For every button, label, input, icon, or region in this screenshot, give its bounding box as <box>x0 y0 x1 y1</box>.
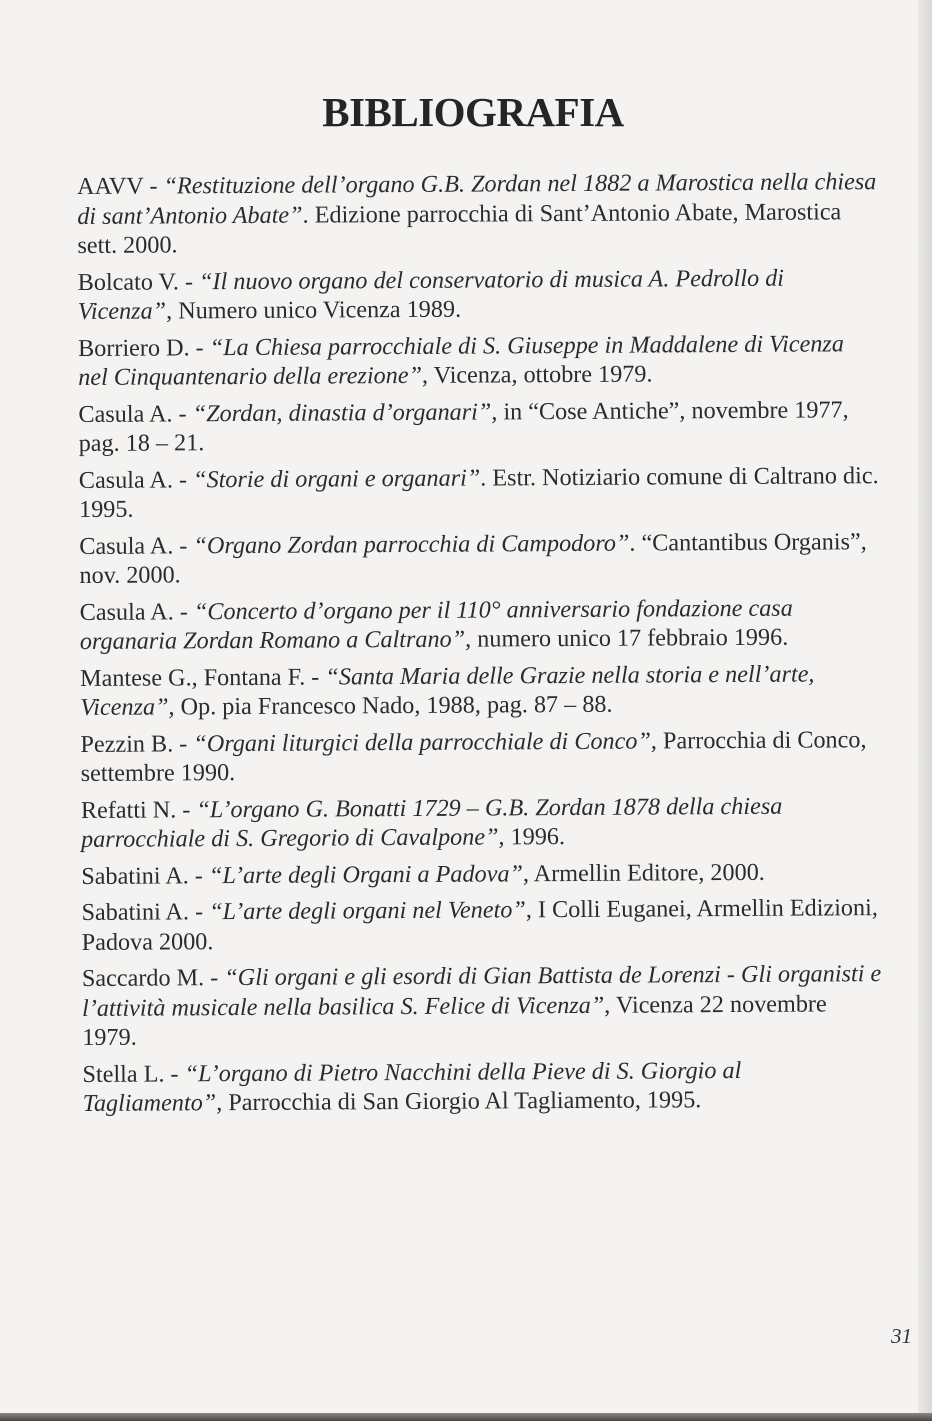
entry-author: Casula A. - <box>78 465 194 494</box>
entry-author: Casula A. - <box>79 531 194 560</box>
entry-author: Pezzin B. - <box>80 729 194 758</box>
entry-author: Stella L. - <box>82 1059 185 1088</box>
entry-details: , Armellin Editore, 2000. <box>522 858 765 887</box>
entry-title: “L’organo di Pietro Nacchini della Pieve di S. Giorgio al Tagliamento” <box>82 1056 742 1117</box>
entry-details: , 1996. <box>498 823 566 851</box>
bibliography-entry <box>80 593 880 657</box>
bibliography-entry <box>81 791 881 855</box>
page-edge <box>918 0 932 1421</box>
entry-author: Casula A. - <box>79 597 194 626</box>
entry-title: “L’arte degli organi nel Veneto” <box>209 896 526 926</box>
bibliography-entry <box>78 329 878 393</box>
entry-details: , Op. pia Francesco Nado, 1988, pag. 87 – 88. <box>168 690 613 721</box>
entry-author: Bolcato V. - <box>77 267 200 296</box>
bibliography-entry <box>77 167 878 260</box>
entry-title: “Gli organi e gli esordi di Gian Battista de Lorenzi - Gli organisti e l’attività musicale nella basilica S. Felice di Vicenza” <box>82 960 882 1022</box>
bibliography-list <box>77 167 883 1125</box>
entry-details: , Vicenza, ottobre 1979. <box>421 360 653 389</box>
bibliography-entry <box>82 959 883 1052</box>
bibliography-entry <box>81 893 881 957</box>
entry-title: “Santa Maria delle Grazie nella storia e nell’arte, Vicenza” <box>80 660 815 721</box>
entry-author: Borriero D. - <box>77 333 210 362</box>
bibliography-entry <box>80 659 880 723</box>
bibliography-entry <box>81 857 881 891</box>
entry-author: Sabatini A. - <box>81 861 210 890</box>
entry-details: , Parrocchia di Conco, settembre 1990. <box>80 725 867 787</box>
entry-title: “Restituzione dell’organo G.B. Zordan nel 1882 a Marostica nella chiesa di sant’Antonio Abate” <box>77 168 877 230</box>
entry-author: Sabatini A. - <box>81 898 210 926</box>
entry-title: “Organi liturgici della parrocchiale di Conco” <box>193 727 651 757</box>
entry-details: , Vicenza 22 novembre 1979. <box>82 989 827 1051</box>
bibliography-entry <box>79 527 879 591</box>
entry-title: “La Chiesa parrocchiale di S. Giuseppe in Maddalene di Vicenza nel Cinquantenario della erezione” <box>78 329 844 391</box>
entry-author: AAVV - <box>77 172 164 200</box>
entry-details: , numero unico 17 febbraio 1996. <box>465 623 789 653</box>
entry-details: . Edizione parrocchia di Sant’Antonio Abate, Marostica sett. 2000. <box>77 197 842 259</box>
entry-details: , I Colli Euganei, Armellin Edizioni, Padova 2000. <box>81 894 878 956</box>
entry-details: , in “Cose Antiche”, novembre 1977, pag. 18 – 21. <box>78 395 849 457</box>
entry-details: . “Cantantibus Organis”, nov. 2000. <box>79 527 867 589</box>
entry-title: “L’organo G. Bonatti 1729 – G.B. Zordan 1878 della chiesa parrocchiale di S. Gregorio di Cavalpone” <box>80 792 783 853</box>
entry-title: “Il nuovo organo del conservatorio di musica A. Pedrollo di Vicenza” <box>77 264 785 325</box>
bibliography-entry <box>82 1055 882 1119</box>
entry-title: “Storie di organi e organari” <box>193 464 481 493</box>
bibliography-entry <box>79 461 879 525</box>
bibliography-entry <box>78 263 878 327</box>
entry-title: “Organo Zordan parrocchia di Campodoro” <box>193 529 630 559</box>
entry-title: “L’arte degli Organi a Padova” <box>208 859 524 889</box>
page-title: BIBLIOGRAFIA <box>322 89 624 135</box>
entry-author: Casula A. - <box>78 399 193 428</box>
entry-author: Mantese G., Fontana F. - <box>80 662 326 692</box>
page-number: 31 <box>891 1324 912 1348</box>
bibliography-entry <box>78 395 878 459</box>
entry-details: . Estr. Notiziario comune di Caltrano dic. 1995. <box>78 461 879 523</box>
entry-title: “Concerto d’organo per il 110° anniversario fondazione casa organaria Zordan Romano a Caltrano” <box>79 594 793 655</box>
entry-details: , Parrocchia di San Giorgio Al Tagliamento, 1995. <box>216 1086 702 1117</box>
page-bottom-edge <box>0 1413 932 1421</box>
entry-author: Saccardo M. - <box>81 964 225 992</box>
entry-title: “Zordan, dinastia d’organari” <box>192 397 492 427</box>
bibliography-entry <box>80 725 880 789</box>
entry-details: , Numero unico Vicenza 1989. <box>166 295 462 325</box>
entry-author: Refatti N. - <box>80 795 197 824</box>
